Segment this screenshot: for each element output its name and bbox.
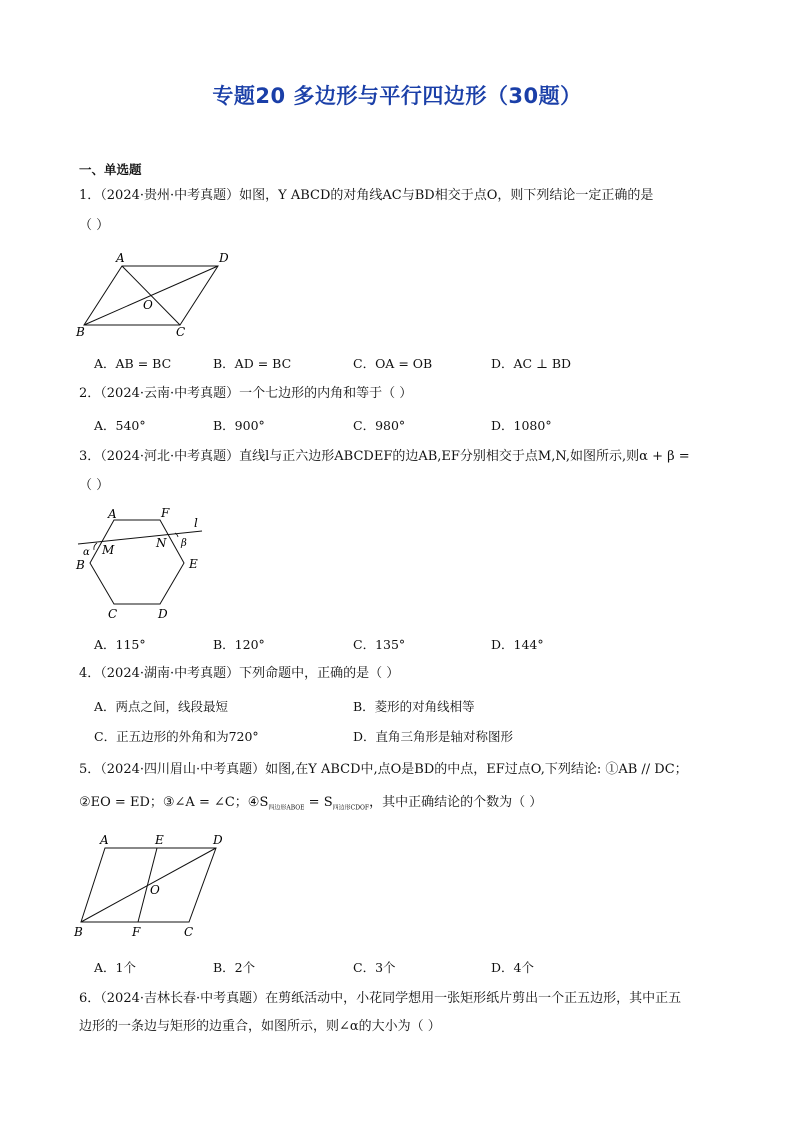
question-2-option-b[interactable]: B．900° — [213, 418, 265, 433]
question-5-option-d[interactable]: D．4个 — [491, 960, 534, 975]
figure-label: β — [181, 538, 187, 549]
question-2-option-a[interactable]: A．540° — [94, 418, 146, 433]
question-3-option-a[interactable]: A．115° — [94, 637, 146, 652]
figure-label: M — [102, 543, 115, 557]
question-2-option-c[interactable]: C．980° — [353, 418, 406, 433]
figure-label: A — [116, 251, 125, 265]
figure-label: E — [189, 557, 198, 571]
figure-label: A — [100, 833, 109, 847]
figure-label: F — [132, 925, 141, 939]
figure-label: O — [150, 883, 160, 897]
figure-label: N — [156, 536, 167, 550]
question-4-option-a[interactable]: A．两点之间，线段最短 — [94, 699, 229, 714]
question-1-bracket: （ ） — [79, 218, 110, 233]
question-1-text: 1．（2024·贵州·中考真题）如图，Y ABCD的对角线AC与BD相交于点O，则下列结论一定正确的是 — [79, 188, 654, 203]
figure-label: B — [76, 558, 85, 572]
question-6-text-line2: 边形的一条边与矩形的边重合，如图所示，则∠α的大小为（ ） — [79, 1019, 441, 1034]
question-5-option-a[interactable]: A．1个 — [94, 960, 136, 975]
figure-label: B — [76, 325, 85, 339]
question-5-statements-part2: = S — [304, 795, 333, 810]
figure-label: O — [143, 298, 153, 312]
question-5-text: 5．（2024·四川眉山·中考真题）如图,在Y ABCD中,点O是BD的中点，EF过点O,下列结论: ①AB // DC； — [79, 762, 688, 777]
question-3-option-b[interactable]: B．120° — [213, 637, 265, 652]
question-5-statements-part3: ，其中正确结论的个数为（ ） — [369, 795, 543, 810]
question-3-figure — [72, 500, 222, 628]
figure-label: C — [184, 925, 194, 939]
figure-label: C — [176, 325, 186, 339]
question-5-statements — [79, 789, 739, 823]
question-5-option-c[interactable]: C．3个 — [353, 960, 396, 975]
question-1-option-c[interactable]: C．OA = OB — [353, 356, 433, 371]
figure-label: D — [219, 251, 229, 265]
question-6-text: 6．（2024·吉林长春·中考真题）在剪纸活动中，小花同学想用一张矩形纸片剪出一个正五边形，其中正五 — [79, 991, 682, 1006]
section-heading: 一、单选题 — [79, 162, 142, 177]
question-2-option-d[interactable]: D．1080° — [491, 418, 552, 433]
question-1-option-b[interactable]: B．AD = BC — [213, 356, 292, 371]
question-4-option-c[interactable]: C．正五边形的外角和为720° — [94, 729, 259, 744]
figure-label: C — [108, 607, 118, 621]
question-5-statements-part1: ②EO = ED；③∠A = ∠C；④S — [79, 795, 269, 810]
question-2-text: 2．（2024·云南·中考真题）一个七边形的内角和等于（ ） — [79, 386, 413, 401]
figure-label: D — [158, 607, 168, 621]
figure-label: B — [74, 925, 83, 939]
question-4-text: 4．（2024·湖南·中考真题）下列命题中，正确的是（ ） — [79, 666, 400, 681]
question-1-figure — [72, 248, 242, 343]
question-1-option-d[interactable]: D．AC ⊥ BD — [491, 356, 572, 371]
question-3-bracket: （ ） — [79, 478, 110, 493]
question-3-option-c[interactable]: C．135° — [353, 637, 406, 652]
question-5-subscript-2: 四边形CDOF — [332, 804, 370, 812]
question-4-option-b[interactable]: B．菱形的对角线相等 — [353, 699, 475, 714]
figure-label: F — [161, 506, 170, 520]
question-5-subscript-1: 四边形ABOE — [268, 804, 305, 812]
question-5-figure — [72, 826, 237, 946]
figure-label: l — [194, 516, 198, 530]
question-5-option-b[interactable]: B．2个 — [213, 960, 256, 975]
figure-label: D — [213, 833, 223, 847]
figure-label: E — [155, 833, 164, 847]
figure-label: α — [83, 547, 90, 558]
question-1-option-a[interactable]: A．AB = BC — [94, 356, 172, 371]
question-4-option-d[interactable]: D．直角三角形是轴对称图形 — [353, 729, 514, 744]
question-3-text: 3．（2024·河北·中考真题）直线l与正六边形ABCDEF的边AB,EF分别相交于点M,N,如图所示,则α + β = — [79, 449, 690, 464]
figure-label: A — [108, 507, 117, 521]
page-title: 专题20 多边形与平行四边形（30题） — [212, 84, 582, 108]
question-3-option-d[interactable]: D．144° — [491, 637, 544, 652]
